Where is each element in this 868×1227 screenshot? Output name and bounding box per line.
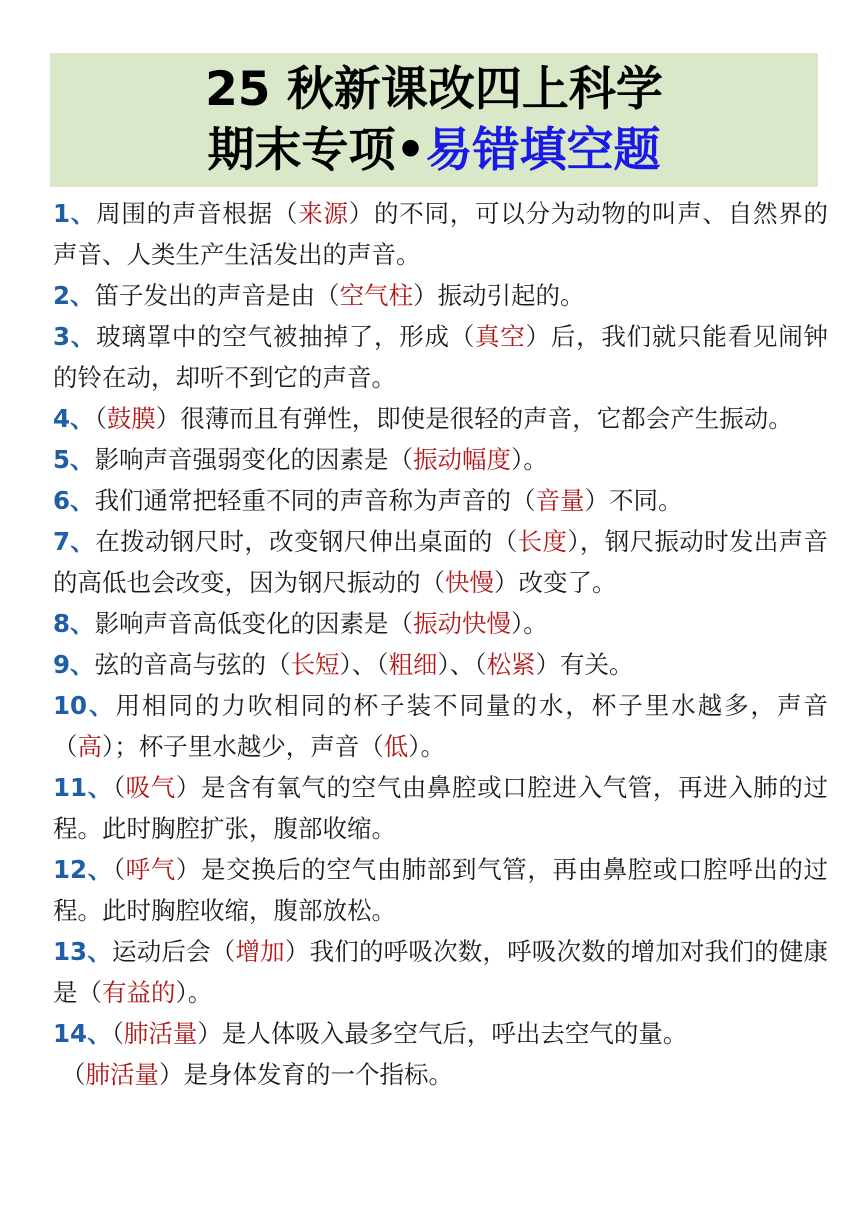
- question-text: 周围的声音根据（: [96, 199, 299, 228]
- answer-text: 音量: [535, 486, 585, 515]
- question-text: （: [111, 1019, 124, 1048]
- question-text: ）是含有氧气的空气由鼻腔或口腔进入气管，再进入肺的过程。此时胸腔扩张，腹部收缩。: [53, 773, 829, 843]
- question-text: ）后，我们就只能看见闹钟的铃在动，却听不到它的声音。: [53, 322, 828, 392]
- answer-text: 肺活量: [85, 1060, 159, 1089]
- answer-text: 高: [77, 732, 102, 761]
- question-number: 4、: [53, 404, 95, 433]
- question-item: [53, 685, 828, 767]
- question-text: 运动后会（: [112, 937, 236, 966]
- question-text: 在拨动钢尺时，改变钢尺伸出桌面的（: [95, 527, 518, 556]
- question-number: 7、: [53, 527, 96, 556]
- question-text: ）我们的呼吸次数，呼吸次数的增加对我们的健康是（: [53, 937, 829, 1007]
- answer-text: 松紧: [486, 650, 536, 679]
- question-number: 6、: [53, 486, 95, 515]
- subtitle-accent: 易错填空题: [425, 123, 661, 178]
- question-text: ）；杯子里水越少，声音（: [102, 732, 384, 761]
- question-text: ）很薄而且有弹性，即使是很轻的声音，它都会产生振动。: [155, 404, 793, 433]
- answer-text: 真空: [475, 322, 526, 351]
- question-number: 8、: [53, 609, 95, 638]
- question-item: [53, 521, 828, 603]
- question-list: [53, 193, 828, 1095]
- question-text: （: [112, 855, 126, 884]
- answer-text: 长度: [517, 527, 568, 556]
- answer-text: 粗细: [388, 650, 438, 679]
- question-item: [53, 644, 828, 685]
- question-text: ）振动引起的。: [413, 281, 585, 310]
- answer-text: 低: [383, 732, 409, 761]
- question-text: ）。: [408, 732, 445, 761]
- answer-text: 肺活量: [123, 1019, 198, 1048]
- question-text: ）。: [511, 445, 548, 474]
- question-number: 1、: [53, 199, 97, 228]
- question-text: 弦的音高与弦的（: [94, 650, 291, 679]
- question-text: ），钢尺振动时发出声音的高低也会改变，因为钢尺振动的（: [53, 527, 829, 597]
- question-text: ）改变了。: [494, 568, 617, 597]
- title-banner: [50, 53, 818, 187]
- answer-text: 振动幅度: [413, 445, 512, 474]
- question-number: 13、: [53, 937, 112, 966]
- answer-text: 快慢: [445, 568, 494, 597]
- question-item: [53, 275, 828, 316]
- answer-text: 有益的: [102, 978, 176, 1007]
- question-number: 10、: [53, 691, 116, 720]
- question-text: ）是身体发育的一个指标。: [159, 1060, 453, 1089]
- question-text: ）有关。: [535, 650, 634, 679]
- question-item: [53, 603, 828, 644]
- answer-text: 长短: [290, 650, 340, 679]
- question-number: 5、: [53, 445, 95, 474]
- question-item: [53, 1013, 828, 1054]
- question-text: ）不同。: [584, 486, 683, 515]
- answer-text: 鼓膜: [106, 404, 156, 433]
- question-item: [53, 849, 828, 931]
- question-text: 玻璃罩中的空气被抽掉了，形成（: [96, 322, 476, 351]
- question-number: 9、: [53, 650, 95, 679]
- page-title: 25 秋新课改四上科学: [205, 62, 663, 117]
- question-number: 12、: [53, 855, 113, 884]
- answer-text: 振动快慢: [413, 609, 512, 638]
- subtitle-prefix: 期末专项•: [207, 123, 426, 178]
- answer-text: 吸气: [125, 773, 176, 802]
- question-text: ）是人体吸入最多空气后，呼出去空气的量。: [197, 1019, 688, 1048]
- answer-text: 呼气: [125, 855, 176, 884]
- question-item: [53, 767, 828, 849]
- question-text: ）。: [175, 978, 213, 1007]
- question-text: 用相同的力吹相同的杯子装不同量的水，杯子里水越多，声音（: [53, 691, 828, 761]
- question-number: 14、: [53, 1019, 112, 1048]
- question-text: 我们通常把轻重不同的声音称为声音的（: [94, 486, 536, 515]
- question-text: ）、（: [339, 650, 389, 679]
- question-text: ）是交换后的空气由肺部到气管，再由鼻腔或口腔呼出的过程。此时胸腔收缩，腹部放松。: [53, 855, 829, 925]
- question-text: （: [61, 1060, 86, 1089]
- question-text: （: [112, 773, 126, 802]
- question-item: [61, 1054, 828, 1095]
- page-subtitle: [50, 120, 818, 182]
- question-text: ）。: [511, 609, 548, 638]
- question-item: [53, 931, 828, 1013]
- question-number: 3、: [53, 322, 97, 351]
- question-item: [53, 439, 828, 480]
- question-item: [53, 398, 828, 439]
- question-item: [53, 316, 828, 398]
- answer-text: 增加: [235, 937, 285, 966]
- question-text: 影响声音高低变化的因素是（: [94, 609, 414, 638]
- question-text: ）、（: [437, 650, 487, 679]
- question-number: 11、: [53, 773, 113, 802]
- question-item: [53, 480, 828, 521]
- question-number: 2、: [53, 281, 95, 310]
- question-text: 影响声音强弱变化的因素是（: [94, 445, 414, 474]
- question-item: [53, 193, 828, 275]
- question-text: 笛子发出的声音是由（: [94, 281, 340, 310]
- answer-text: 空气柱: [339, 281, 414, 310]
- question-text: （: [94, 404, 107, 433]
- answer-text: 来源: [298, 199, 349, 228]
- question-text: ）的不同，可以分为动物的叫声、自然界的声音、人类生产生活发出的声音。: [53, 199, 828, 269]
